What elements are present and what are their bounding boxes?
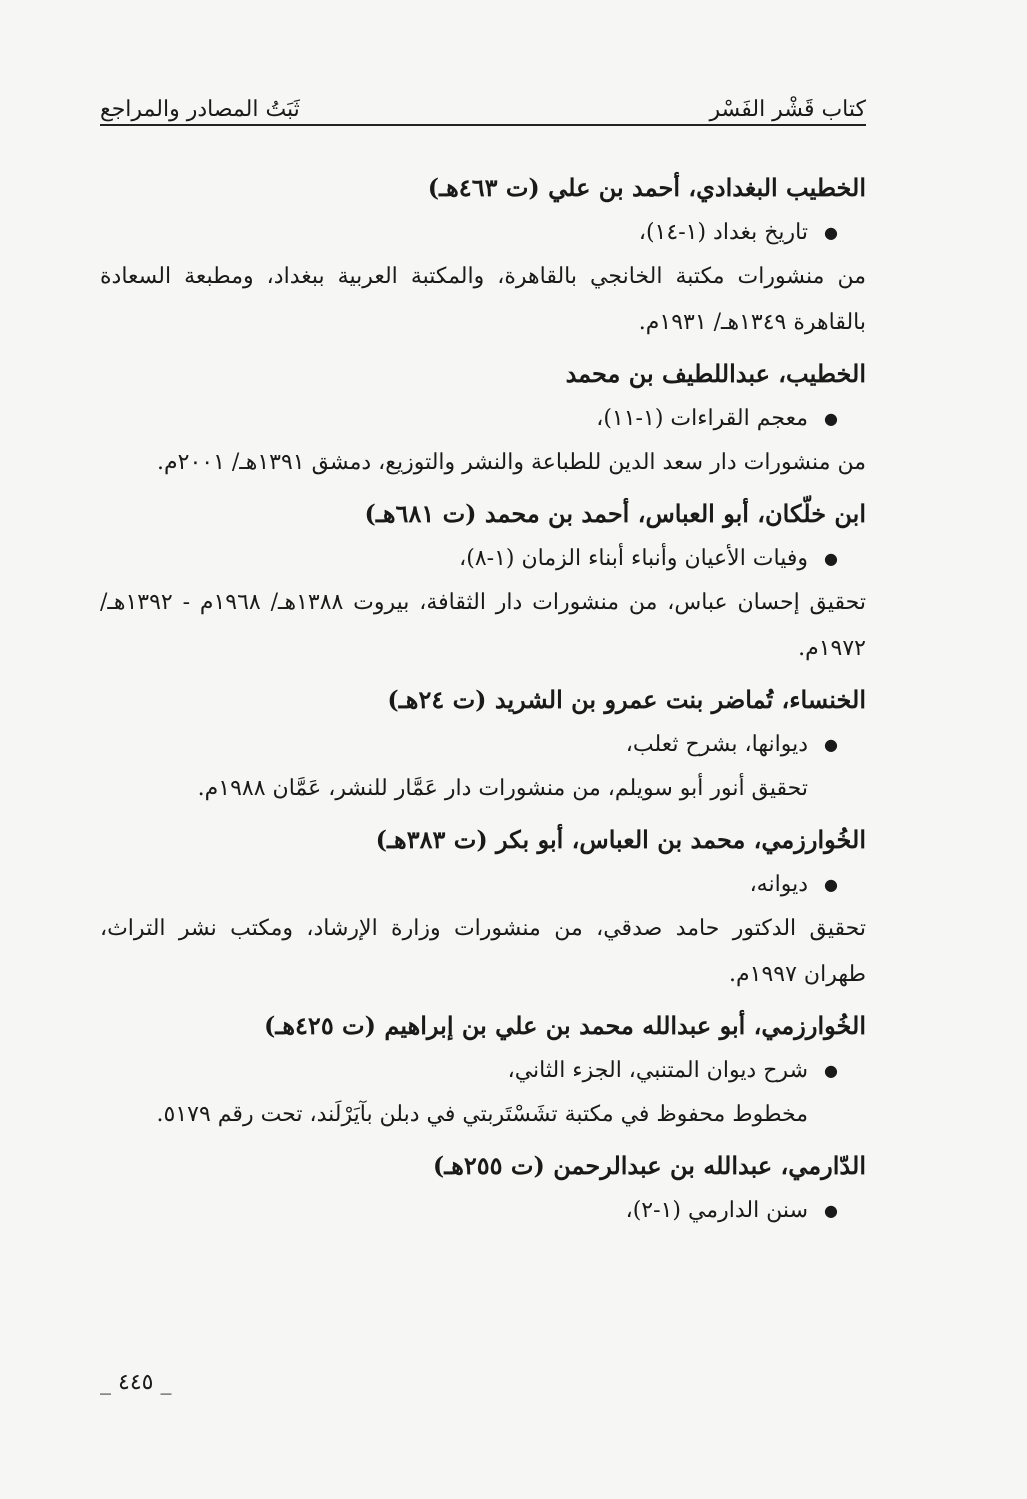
book-title: كتاب قَشْر الفَسْر: [709, 97, 866, 122]
entry-description: تحقيق أنور أبو سويلم، من منشورات دار عَمَّار للنشر، عَمَّان ١٩٨٨م.: [197, 776, 808, 801]
entry-work: [100, 1192, 866, 1230]
bibliography-entry: [100, 168, 866, 346]
work-title: شرح ديوان المتنبي، الجزء الثاني،: [507, 1058, 808, 1083]
entry-work: [100, 400, 866, 438]
entry-author: الدّارمي، عبدالله بن عبدالرحمن (ت ٢٥٥هـ): [432, 1151, 866, 1180]
entry-author: الخُوارزمي، أبو عبدالله محمد بن علي بن إبراهيم (ت ٤٢٥هـ): [263, 1011, 866, 1040]
entry-author: الخطيب البغدادي، أحمد بن علي (ت ٤٦٣هـ): [427, 173, 866, 202]
header-rule: [100, 124, 866, 126]
bullet-icon: ●: [824, 1201, 838, 1220]
bullet-icon: ●: [824, 1061, 838, 1080]
work-title: تاريخ بغداد (١-١٤)،: [638, 220, 808, 245]
bullet-icon: ●: [824, 223, 838, 242]
bibliography-entry: [100, 680, 866, 812]
entry-author: الخُوارزمي، محمد بن العباس، أبو بكر (ت ٣٨٣هـ): [375, 825, 866, 854]
entry-description: من منشورات مكتبة الخانجي بالقاهرة، والمكتبة العربية ببغداد، ومطبعة السعادة بالقاهرة ١٣٤٩هـ/ ١٩٣١م.: [100, 264, 866, 335]
bibliography-entry: [100, 354, 866, 486]
bullet-icon: ●: [824, 735, 838, 754]
entry-author: الخنساء، تُماضر بنت عمرو بن الشريد (ت ٢٤هـ): [387, 685, 866, 714]
entry-work: [100, 726, 866, 764]
bullet-icon: ●: [824, 875, 838, 894]
entry-work: [100, 866, 866, 904]
entry-description: تحقيق الدكتور حامد صدقي، من منشورات وزارة الإرشاد، ومكتب نشر التراث، طهران ١٩٩٧م.: [100, 916, 866, 987]
bullet-icon: ●: [824, 549, 838, 568]
work-title: سنن الدارمي (١-٢)،: [625, 1198, 808, 1223]
bibliography-list: [100, 160, 866, 1232]
section-title: ثَبَتُ المصادر والمراجع: [100, 97, 300, 122]
page-number: _ ٤٤٥ _: [100, 1370, 172, 1395]
running-header: [100, 78, 866, 122]
work-title: ديوانها، بشرح ثعلب،: [625, 732, 808, 757]
bibliography-entry: [100, 1006, 866, 1138]
work-title: ديوانه،: [749, 872, 808, 897]
entry-description: من منشورات دار سعد الدين للطباعة والنشر والتوزيع، دمشق ١٣٩١هـ/ ٢٠٠١م.: [157, 450, 866, 475]
work-title: معجم القراءات (١-١١)،: [596, 406, 808, 431]
entry-work: [100, 1052, 866, 1090]
work-title: وفيات الأعيان وأنباء أبناء الزمان (١-٨)،: [459, 546, 808, 571]
bibliography-entry: [100, 494, 866, 672]
entry-author: ابن خلّكان، أبو العباس، أحمد بن محمد (ت ٦٨١هـ): [364, 499, 866, 528]
entry-description: مخطوط محفوظ في مكتبة تشَسْتَربتي في دبلن بآيَرْلَند، تحت رقم ٥١٧٩.: [156, 1102, 808, 1127]
entry-work: [100, 540, 866, 578]
bullet-icon: ●: [824, 409, 838, 428]
entry-author: الخطيب، عبداللطيف بن محمد: [565, 359, 866, 388]
bibliography-entry: [100, 820, 866, 998]
entry-work: [100, 214, 866, 252]
entry-description: تحقيق إحسان عباس، من منشورات دار الثقافة، بيروت ١٣٨٨هـ/ ١٩٦٨م - ١٣٩٢هـ/ ١٩٧٢م.: [100, 590, 867, 661]
bibliography-entry: [100, 1146, 866, 1230]
